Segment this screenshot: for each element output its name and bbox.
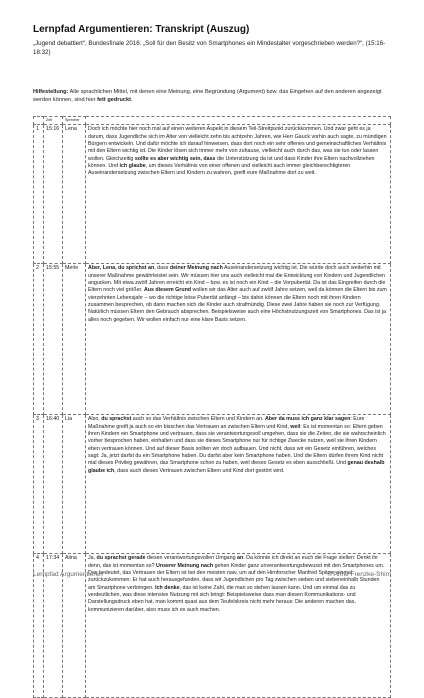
row-speaker: Lena (63, 125, 86, 264)
row-number: 2 (34, 264, 44, 415)
text-run: , dass (154, 265, 170, 272)
text-run: auch so das Verhältnis zwischen Eltern und Kindern an. (131, 416, 265, 423)
bold-marker: Ich denke (155, 584, 180, 591)
footer-left: Lernpfad Argumentieren (33, 571, 103, 578)
bold-marker: weil (290, 423, 301, 430)
text-run: Ja, (88, 555, 97, 562)
bold-marker: genau deshalb glaube ich (88, 460, 385, 474)
source-line: „Jugend debattiert“, Bundesfinale 2016: „Soll für den Besitz von Smartphones ein Mindestalter vorgeschrieben werden?“, (15:16-18:32) (33, 40, 386, 56)
bold-marker: an (237, 555, 244, 562)
text-run: gehen Kinder ganz unverantwortungsbewusst mit den Smartphones um. Das bedeutet, das Vertrauen der Eltern ist bei den meisten naiv, um auf den Hirnforscher Manfred Spitzer einmal zurückzukommen: Er hat auch herausgefunden, dass wir Jugendlichen pro Tag zwischen sieben und siebeneinhalb Stunden am Smartphone verbringen. (88, 562, 385, 591)
row-speaker: Merle (63, 264, 86, 415)
header-sprecher: Sprecher (63, 117, 86, 125)
row-number: 1 (34, 125, 44, 264)
table-row (34, 264, 391, 415)
bold-marker: du sprachst (101, 416, 132, 423)
hint-paragraph (33, 88, 393, 105)
text-run: , um dieses Verhältnis von einer offenen und vielleicht auch immer gleichberechtigteren Auseinandersetzung zwischen Eltern und Kindern zu wahren, greift eure Maßnahme dort zu weit. (88, 163, 351, 177)
row-time: 17:34 (44, 554, 63, 698)
table-header-row (34, 117, 391, 125)
bold-marker: Aber, Lena, du sprichst an (88, 265, 155, 272)
footer-copyright: © Anne Frenzke-Shim (327, 571, 391, 578)
bold-marker: Aus diesem Grund (143, 287, 192, 294)
row-text (86, 264, 391, 415)
text-run: , dass auch dieses Vertrauen zwischen Eltern und Kind dort gestört wird. (114, 467, 285, 474)
row-text (86, 415, 391, 554)
page-title: Lernpfad Argumentieren: Transkript (Auszug) (33, 24, 250, 35)
table-row (34, 415, 391, 554)
bold-marker: sollte es aber wichtig sein, dass (134, 155, 216, 162)
text-run: Auseinandersetzung wichtig ist. Die würde doch auch weiterhin mit unserer Maßnahme gewährleistet sein. Wir müssen hier uns auch vielleicht mal die Entwicklung von Kindern und Jugendlichen angucken. Mit etwa zwölf Jahren erreicht ein Kind – bzw. es ist noch ein Kind – die Vorpubertät. Da ist das Eingreifen durch die Eltern noch viel größer. (88, 265, 386, 294)
row-number: 4 (34, 554, 44, 698)
hint-text-2: . (130, 97, 133, 104)
hint-text-1: Alle sprachlichen Mittel, mit denen eine Meinung, eine Begründung (Argument) bzw. das Eingehen auf den anderen angezeigt werden können, sind hier (33, 89, 382, 104)
bold-marker: Unserer Meinung nach (156, 562, 214, 569)
text-run: : Es ist momentan so: Eltern geben ihren Kindern ein Smartphone und vertrauen, dass sie verantwortungsvoll umgehen, dass sie die Zeiten, die sie wahrscheinlich vorher besprochen haben, einhalten und dass sie dieses Smartphone nur für richtige Zwecke nutzen, weil sie ihren Kindern eben vertrauen können. Und auf dieser Basis sollten wir doch aufbauen. Und nicht, dass wir ein Gesetz einführen, welches sagt: Ja, jetzt darfst du ein Smartphone haben. Du darfst aber kein Smartphone haben. Und die Eltern dürfen ihrem Kind nicht mal dieses Privileg gewähren, das Smartphone schon zu haben, weil dieses Gesetz es eben ausschließt. Und (88, 423, 386, 467)
text-run: Doch ich möchte hier noch mal auf einen weiteren Aspekt in diesem Teil-Streitpunkt zurückkommen. Und zwar geht es ja darum, dass Jugendliche sich im Alter von vielleicht zehn bis achtzehn Jahren, wie Herr Gauck vorhin auch sagte, zu mündigen Bürgern entwickeln. Und dafür möchte ich darauf hinweisen, dass dort noch ein sehr offenes und gemeinschaftliches Verhältnis mit den Eltern wichtig ist. Die Kinder lösen sich immer mehr von zuhause, vielleicht auch durch das, was sie tun oder lassen wollen. Gleichzeitig (88, 126, 387, 162)
text-run: wollen wir das Alter auch auf zwölf Jahre setzen, weil da können die Eltern bis zum vierzehnten Lebensjahr – wo die richtige böse Pubertät anfängt – bis dahin können die Eltern noch mit ihren Kindern zusammen besprechen, ob dann machen sich die Kinder auch strafmündig. Diese zwei Jahre haben sie noch zur Verfügung. Natürlich müssen Eltern den Gebrauch absprechen. Beispielsweise auch eine Höchstnutzungszeit von Smartphones. Das ist ja alles noch gegeben. Wir wollen einfach nur eine klare Basis setzen. (88, 287, 387, 323)
row-time: 15:16 (44, 125, 63, 264)
bold-marker: du sprachst gerade (96, 555, 146, 562)
hint-label: Hilfestellung: (33, 89, 69, 95)
text-run: diesen verantwortungsvollen Umgang (145, 555, 237, 562)
header-zeit: Zeit (44, 117, 63, 125)
row-number: 3 (34, 415, 44, 554)
row-speaker: Alina (63, 554, 86, 698)
row-time: 16:40 (44, 415, 63, 554)
row-text (86, 125, 391, 264)
header-nr (34, 117, 44, 125)
text-run: , das ist keine Zahl, die man so stehen lassen kann. Und um einmal das zu verdeutlichen, was diese intensive Nutzung mit sich bringt: Beispielsweise dass man diesen Kommunikations- und Darstellungsdruck eben hat, man kommt quasi aus dem Teufelskreis nicht mehr heraus: Die anderen machen das, kommunizieren darüber, also muss ich es auch machen. (88, 584, 356, 613)
header-text (86, 117, 391, 125)
text-run: Also, (88, 416, 102, 423)
bold-marker: Aber da muss ich ganz klar sagen (264, 416, 351, 423)
transcript-table (33, 116, 391, 698)
hint-bold: fett gedruckt (97, 97, 131, 104)
text-run: : Eure Maßnahme greift ja auch so ein bisschen das Vertrauen an zwischen Eltern und Kind, (88, 416, 365, 430)
row-speaker: Lia (63, 415, 86, 554)
text-run: . Da könnte ich direkt an euch die Frage stellen: Denkt ihr denn, das ist momentan so? (88, 555, 379, 569)
table-row (34, 125, 391, 264)
bold-marker: ich glaube (119, 163, 146, 170)
row-time: 15:55 (44, 264, 63, 415)
text-run: die Unterstützung da ist und dass Kinder ihre Eltern nachvollziehen können. Und (88, 155, 375, 170)
bold-marker: deiner Meinung nach (169, 265, 223, 272)
